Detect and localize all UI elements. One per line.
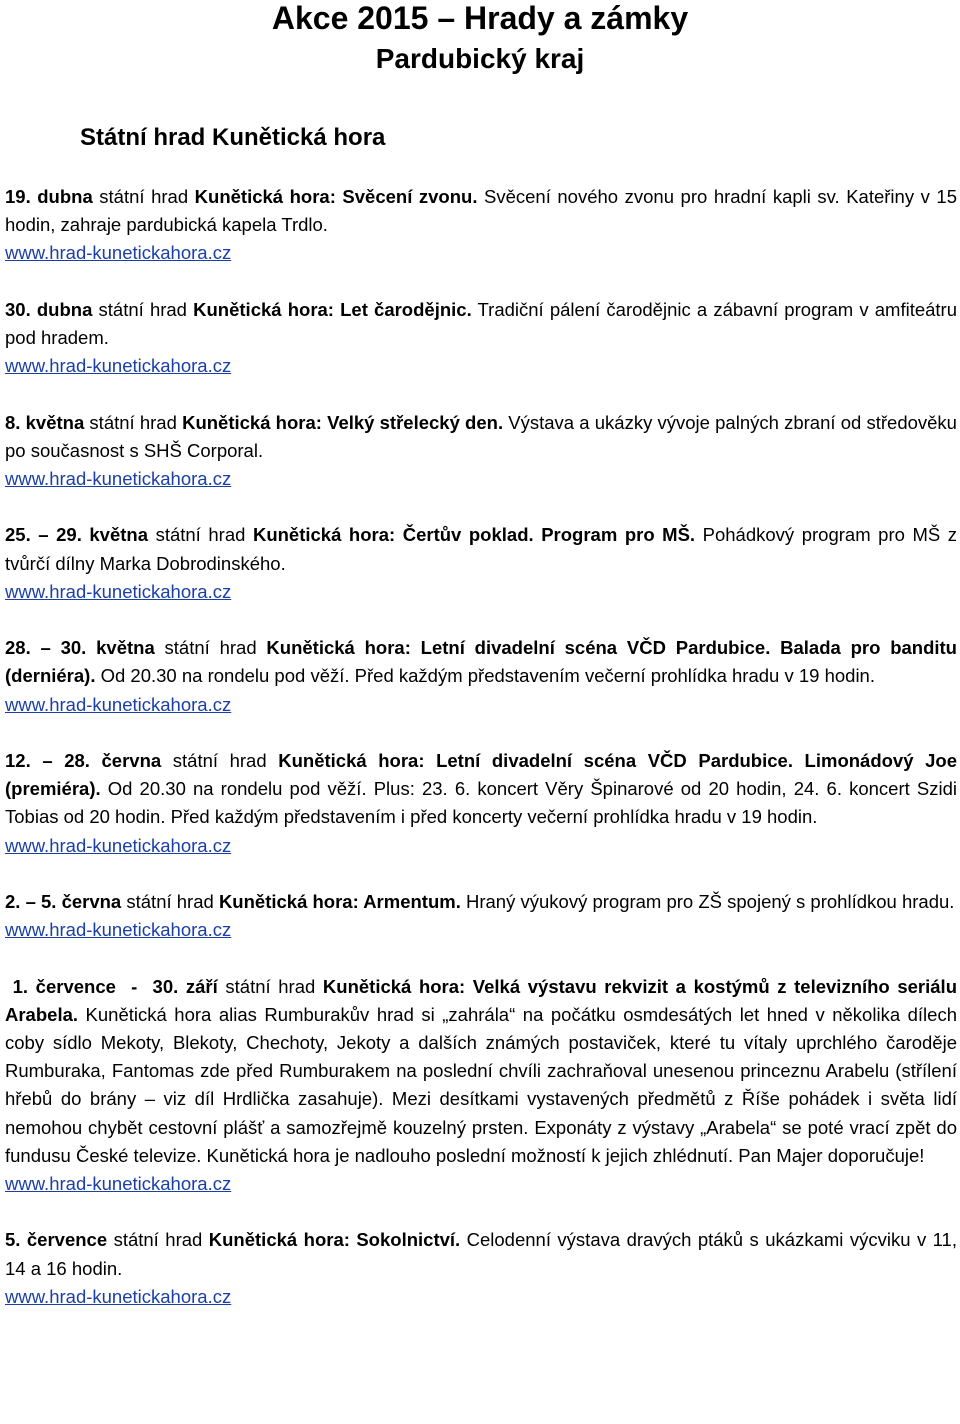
event-item — [5, 634, 957, 719]
event-item — [5, 521, 957, 606]
event-description: Hraný výukový program pro ZŠ spojený s prohlídkou hradu. — [460, 890, 955, 912]
event-website-link[interactable]: www.hrad-kunetickahora.cz — [5, 919, 232, 941]
event-title: Kunětická hora: Velký střelecký den. — [182, 411, 504, 433]
event-venue: státní hrad — [107, 1229, 209, 1251]
event-date: 1. července - 30. září — [5, 975, 218, 997]
event-venue: státní hrad — [92, 298, 194, 320]
event-date: 2. – 5. června — [5, 890, 122, 912]
event-date: 12. – 28. června — [5, 749, 162, 771]
event-website-link[interactable]: www.hrad-kunetickahora.cz — [5, 580, 232, 602]
event-website-link[interactable]: www.hrad-kunetickahora.cz — [5, 693, 232, 715]
event-date: 5. července — [5, 1229, 108, 1251]
event-item — [5, 296, 957, 381]
event-website-link[interactable]: www.hrad-kunetickahora.cz — [5, 1285, 232, 1307]
event-description: Svěcení nového zvonu pro hradní kapli sv. Kateřiny v 15 hodin, zahraje pardubická kapela Trdlo. — [5, 186, 957, 236]
event-website-link[interactable]: www.hrad-kunetickahora.cz — [5, 1173, 232, 1194]
region-subtitle: Pardubický kraj — [375, 43, 585, 74]
event-description: Pohádkový program pro MŠ z tvůrčí dílny Marka Dobrodinského. — [5, 524, 958, 574]
event-description: Od 20.30 na rondelu pod věží. Před každým představením večerní prohlídka hradu v 19 hodin. — [95, 665, 875, 687]
event-venue: státní hrad — [148, 524, 253, 546]
event-item — [5, 973, 957, 1199]
event-venue: státní hrad — [121, 890, 219, 912]
event-date: 28. – 30. května — [5, 637, 155, 659]
section-heading: Státní hrad Kunětická hora — [80, 124, 386, 151]
event-venue: státní hrad — [92, 186, 195, 207]
event-title: Kunětická hora: Svěcení zvonu. — [194, 186, 478, 207]
event-date: 8. května — [5, 411, 85, 433]
event-description: Celodenní výstava dravých ptáků s ukázkami výcviku v 11, 14 a 16 hodin. — [5, 1229, 957, 1279]
event-description: Výstava a ukázky vývoje palných zbraní od středověku po současnost s SHŠ Corporal. — [5, 411, 957, 461]
event-venue: státní hrad — [161, 749, 279, 771]
event-website-link[interactable]: www.hrad-kunetickahora.cz — [5, 242, 232, 264]
event-item — [5, 888, 957, 944]
event-website-link[interactable]: www.hrad-kunetickahora.cz — [5, 468, 232, 489]
event-title: Kunětická hora: Letní divadelní scéna VČD Pardubice. Limonádový Joe (premiéra). — [5, 749, 957, 800]
event-description: Kunětická hora alias Rumburakův hrad si „zahrála“ na počátku osmdesátých let hned v několika dílech coby sídlo Mekoty, Blekoty, Chechoty, Jekoty a dalších známých postaviček, které tu vítaly uprchlého čaroděje Rumburaka, Fantomas zde před Rumburakem na poslední chvíli zachraňoval unesenou princeznu Arabelu (střílení hřebů do brány – viz díl Hrdlička zasahuje). Mezi desítkami vystavených předmětů z Říše pohádek i světa lidí nemohou chybět cestovní plášť a samozřejmě kouzelný prsten. Exponáty z výstavy „Arabela“ se poté vrací zpět do fundusu České televize. Kunětická hora je nadlouho poslední možností k jejich zhlédnutí. Pan Majer doporučuje! — [5, 1003, 957, 1166]
event-title: Kunětická hora: Letní divadelní scéna VČD Pardubice. Balada pro banditu (derniéra). — [5, 637, 957, 687]
event-item — [5, 183, 957, 268]
event-item — [5, 1226, 957, 1311]
event-title: Kunětická hora: Velká výstavu rekvizit a kostýmů z televizního seriálu Arabela. — [5, 975, 957, 1025]
event-title: Kunětická hora: Sokolnictví. — [208, 1229, 461, 1251]
event-date: 19. dubna — [5, 186, 93, 207]
event-title: Kunětická hora: Čertův poklad. Program pro MŠ. — [252, 524, 696, 546]
event-item — [5, 747, 957, 860]
event-list — [5, 183, 957, 1339]
event-date: 25. – 29. května — [5, 524, 149, 546]
event-description: Tradiční pálení čarodějnic a zábavní program v amfiteátru pod hradem. — [5, 298, 958, 348]
event-title: Kunětická hora: Armentum. — [218, 890, 461, 912]
event-website-link[interactable]: www.hrad-kunetickahora.cz — [5, 355, 232, 377]
event-date: 30. dubna — [5, 298, 93, 320]
event-venue: státní hrad — [217, 975, 323, 997]
event-website-link[interactable]: www.hrad-kunetickahora.cz — [5, 834, 232, 856]
page-title: Akce 2015 – Hrady a zámky — [271, 0, 689, 36]
event-description: Od 20.30 na rondelu pod věží. Plus: 23. 6. koncert Věry Špinarové od 20 hodin, 24. 6. koncert Szidi Tobias od 20 hodin. Před každým představením i před koncerty večerní prohlídka hradu v 19 hodin. — [5, 778, 957, 828]
event-item — [5, 409, 957, 494]
event-venue: státní hrad — [84, 411, 183, 433]
event-title: Kunětická hora: Let čarodějnic. — [193, 298, 472, 320]
event-venue: státní hrad — [154, 637, 267, 659]
